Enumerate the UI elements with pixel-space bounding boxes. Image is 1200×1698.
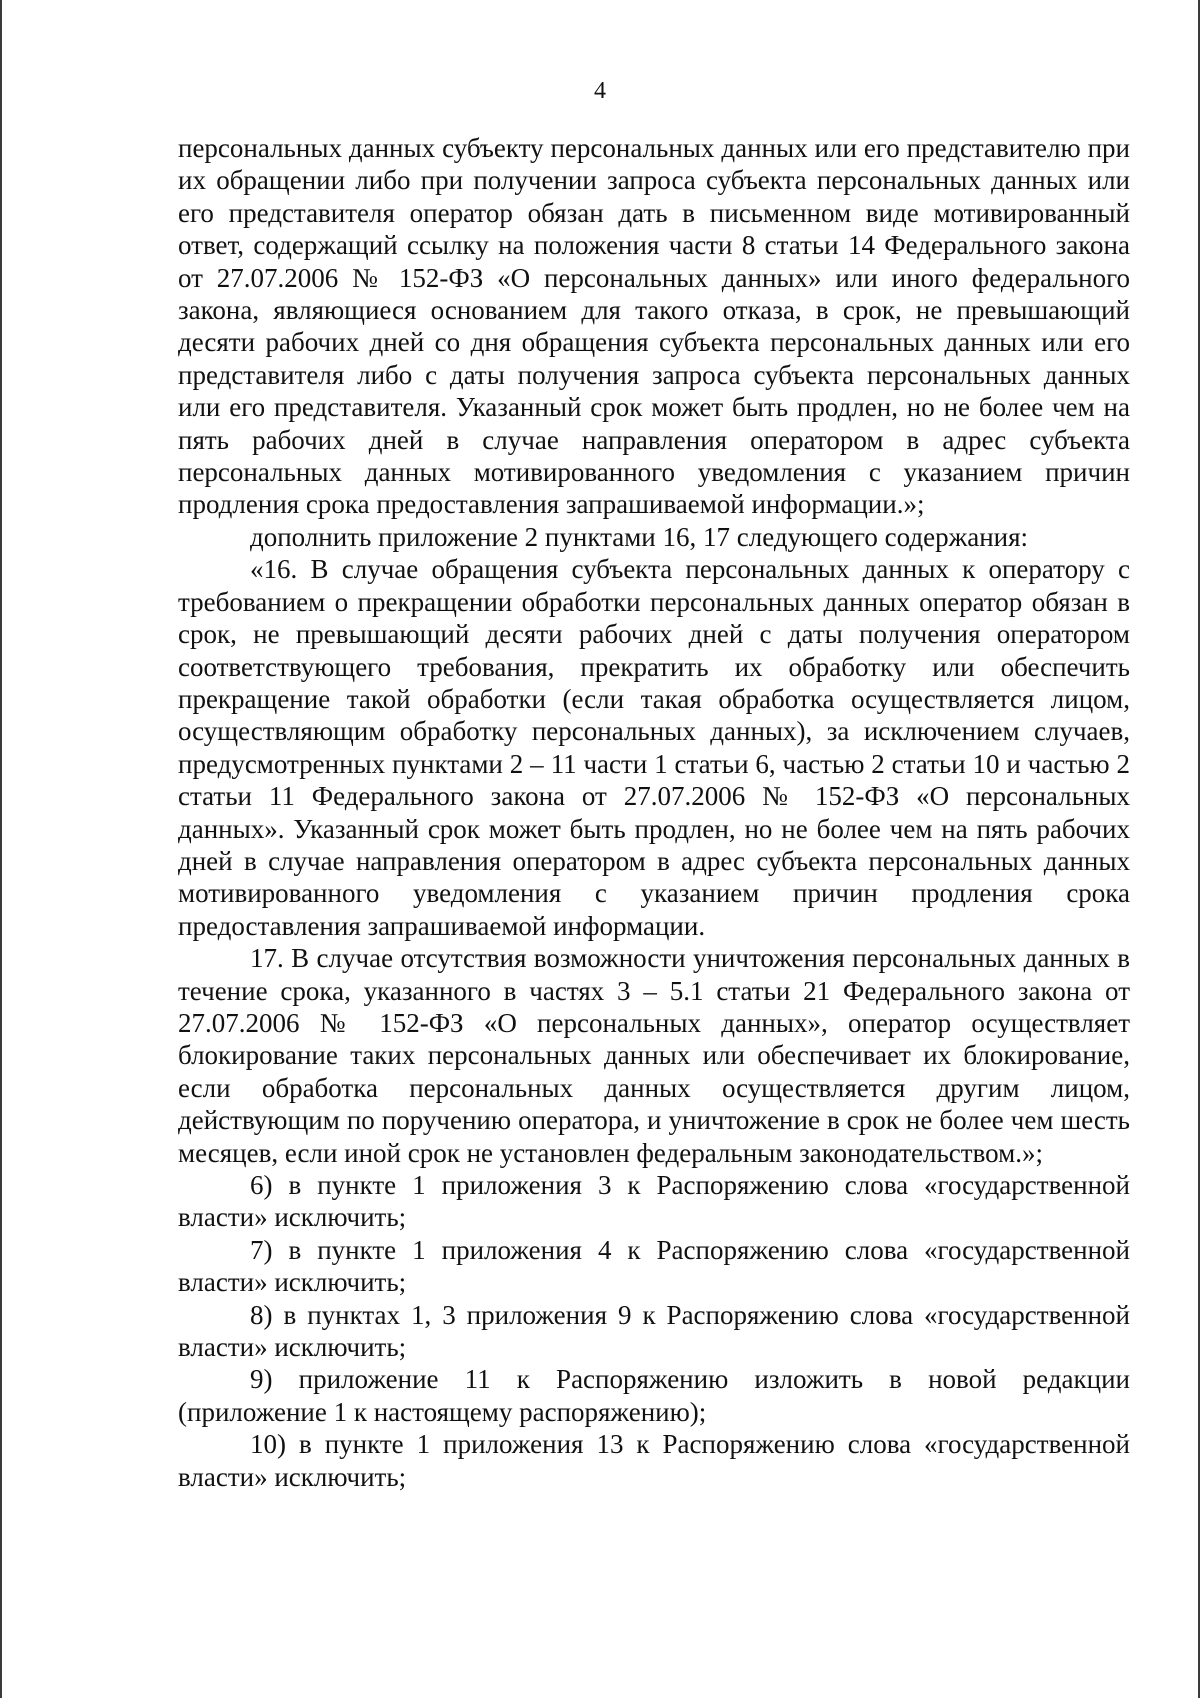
paragraph-continuation: персональных данных субъекту персональных данных или его представителю при их обращении либо при получении запроса субъекта персональных данных или его представителя оператор обязан дать в письменном виде мотивированный ответ, содержащий ссылку на положения части 8 статьи 14 Федерального закона от 27.07.2006 № 152-ФЗ «О персональных данных» или иного федерального закона, являющиеся основанием для такого отказа, в срок, не превышающий десяти рабочих дней со дня обращения субъекта персональных данных или его представителя либо с даты получения запроса субъекта персональных данных или его представителя. Указанный срок может быть продлен, но не более чем на пять рабочих дней в случае направления оператором в адрес субъекта персональных данных мотивированного уведомления с указанием причин продления срока предоставления запрашиваемой информации.»;	[178, 133, 1130, 520]
paragraph-item-17: 17. В случае отсутствия возможности уничтожения персональных данных в течение срока, указанного в частях 3 – 5.1 статьи 21 Федерального закона от 27.07.2006 № 152-ФЗ «О персональных данных», оператор осуществляет блокирование таких персональных данных или обеспечивает их блокирование, если обработка персональных данных осуществляется другим лицом, действующим по поручению оператора, и уничтожение в срок не более чем шесть месяцев, если иной срок не установлен федеральным законодательством.»;	[178, 943, 1130, 1168]
paragraph-amendment-7: 7) в пункте 1 приложения 4 к Распоряжению слова «государственной власти» исключить;	[178, 1234, 1130, 1298]
paragraph-amendment-9: 9) приложение 11 к Распоряжению изложить в новой редакции (приложение 1 к настоящему распоряжению);	[178, 1364, 1130, 1427]
paragraph-amendment-6: 6) в пункте 1 приложения 3 к Распоряжению слова «государственной власти» исключить;	[178, 1170, 1130, 1233]
paragraph-amendment-10: 10) в пункте 1 приложения 13 к Распоряжению слова «государственной власти» исключить;	[178, 1429, 1130, 1492]
scan-edge-left	[0, 0, 2, 1698]
paragraph-item-16: «16. В случае обращения субъекта персональных данных к оператору с требованием о прекращении обработки персональных данных оператор обязан в срок, не превышающий десяти рабочих дней с даты получения оператором соответствующего требования, прекратить их обработку или обеспечить прекращение такой обработки (если такая обработка осуществляется лицом, осуществляющим обработку персональных данных), за исключением случаев, предусмотренных пунктами 2 – 11 части 1 статьи 6, частью 2 статьи 10 и частью 2 статьи 11 Федерального закона от 27.07.2006 № 152-ФЗ «О персональных данных». Указанный срок может быть продлен, но не более чем на пять рабочих дней в случае направления оператором в адрес субъекта персональных данных мотивированного уведомления с указанием причин продления срока предоставления запрашиваемой информации.	[178, 554, 1130, 941]
paragraph-amendment-8: 8) в пунктах 1, 3 приложения 9 к Распоряжению слова «государственной власти» исключить;	[178, 1299, 1130, 1363]
document-body	[178, 132, 1130, 1493]
paragraph-supplement-appendix-2: дополнить приложение 2 пунктами 16, 17 следующего содержания:	[250, 521, 1029, 552]
page-number: 4	[594, 78, 606, 104]
